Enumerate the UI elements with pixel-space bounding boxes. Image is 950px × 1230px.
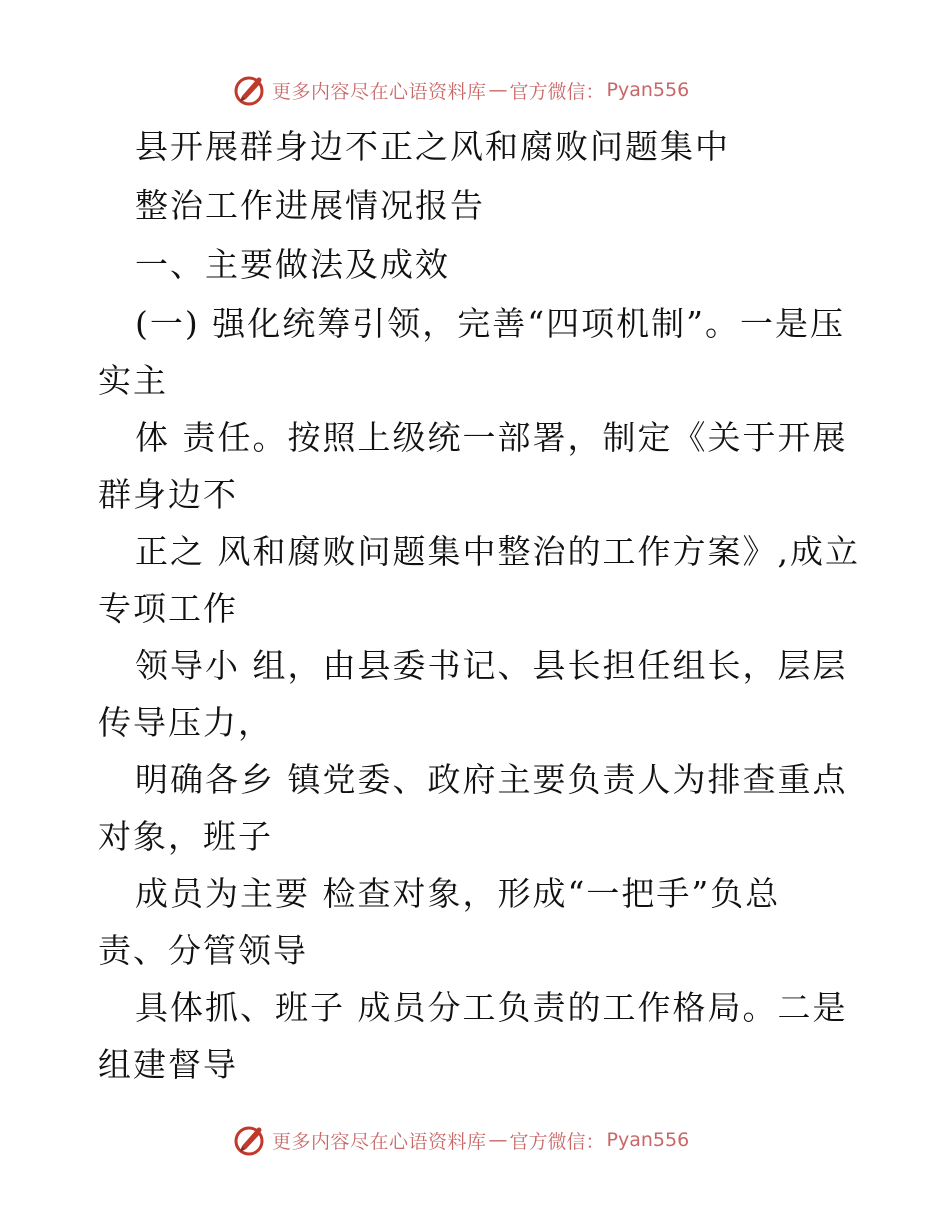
- paragraph-line: 传导压力，: [98, 703, 273, 742]
- paragraph-line: 对象，班子: [98, 817, 273, 856]
- pen-nib-logo-icon: [232, 72, 268, 108]
- paragraph-line: (一) 强化统筹引领，完善“四项机制”。一是压: [135, 304, 845, 343]
- banner-slogan: 更多内容尽在心语资料库: [272, 1130, 487, 1153]
- paragraph-line: 实主: [98, 361, 168, 400]
- banner-dash: —: [488, 1129, 508, 1151]
- paragraph-line: 明确各乡 镇党委、政府主要负责人为排查重点: [135, 760, 848, 799]
- document-title-line-1: 县开展群身边不正之风和腐败问题集中: [135, 127, 730, 166]
- banner-slogan: 更多内容尽在心语资料库: [272, 80, 487, 103]
- section-heading: 一、主要做法及成效: [135, 245, 450, 284]
- paragraph-line: 体 责任。按照上级统一部署，制定《关于开展: [135, 418, 848, 457]
- paragraph-line: 正之 风和腐败问题集中整治的工作方案》,成立: [135, 532, 860, 571]
- paragraph-line: 责、分管领导: [98, 931, 308, 970]
- header-watermark-banner: [232, 72, 689, 108]
- footer-watermark-banner: [232, 1122, 689, 1158]
- paragraph-line: 具体抓、班子 成员分工负责的工作格局。二是: [135, 988, 848, 1027]
- paragraph-line: 成员为主要 检查对象，形成“一把手”负总: [135, 874, 781, 913]
- document-title-line-2: 整治工作进展情况报告: [135, 186, 485, 225]
- banner-wechat-label: 官方微信：: [509, 80, 605, 103]
- banner-wechat-id: Pyan556: [606, 1129, 690, 1151]
- pen-nib-logo-icon: [232, 1122, 268, 1158]
- paragraph-line: 专项工作: [98, 589, 238, 628]
- paragraph-line: 领导小 组，由县委书记、县长担任组长，层层: [135, 646, 848, 685]
- banner-wechat-label: 官方微信：: [509, 1130, 605, 1153]
- banner-wechat-id: Pyan556: [606, 79, 690, 101]
- paragraph-line: 群身边不: [98, 475, 238, 514]
- paragraph-line: 组建督导: [98, 1045, 238, 1084]
- banner-dash: —: [488, 79, 508, 101]
